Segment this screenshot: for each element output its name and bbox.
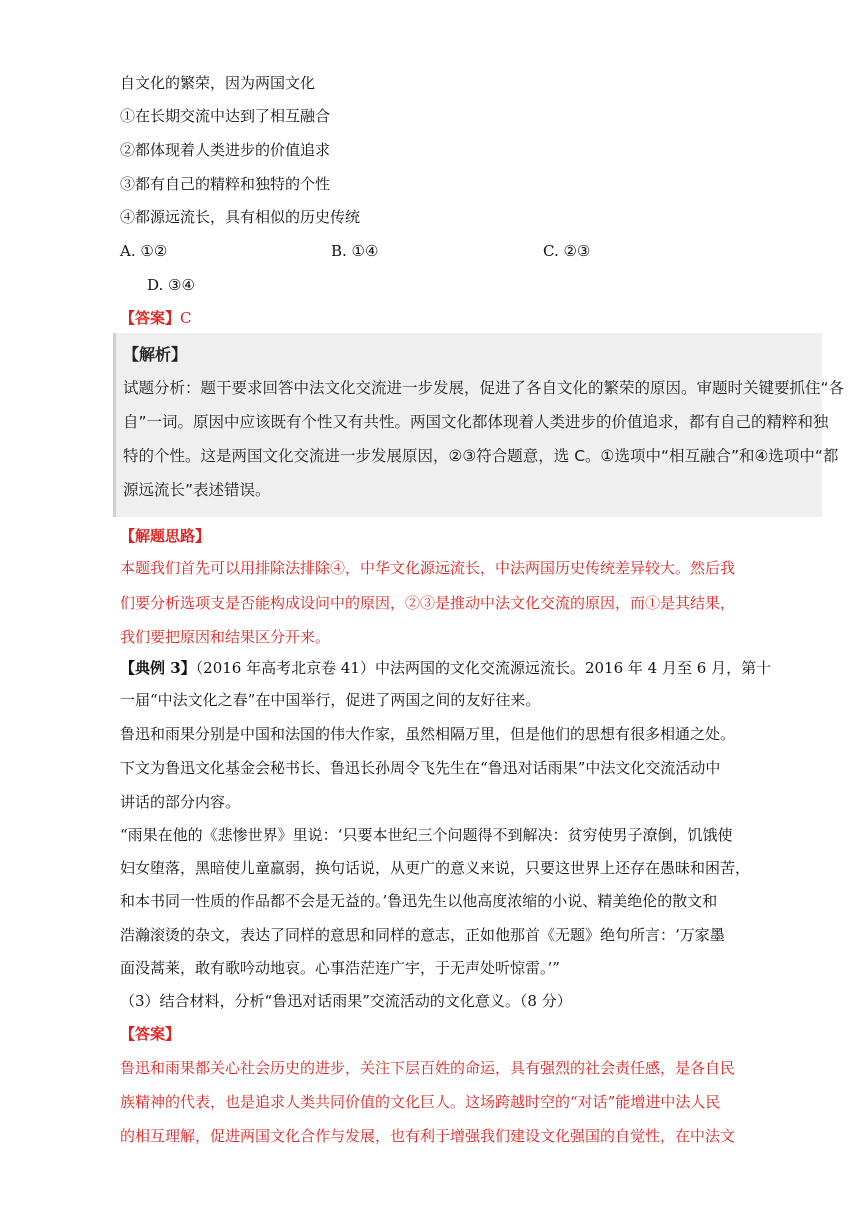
example-line-6: “雨果在他的《悲惨世界》里说：‘只要本世纪三个问题得不到解决：贫穷使男子潦倒，饥饿使 [120,826,733,844]
example-text-1: （2016 年高考北京卷 41）中法两国的文化交流源远流长。2016 年 4 月至 6 月，第十 [195,659,772,677]
answer-value: C [180,309,192,327]
thinking-line-3: 我们要把原因和结果区分开来。 [120,628,331,646]
thinking-line-1: 本题我们首先可以用排除法排除④，中华文化源远流长，中法两国历史传统差异较大。然后我 [120,559,736,577]
answer2-line-1: 鲁迅和雨果都关心社会历史的进步，关注下层百姓的命运，具有强烈的社会责任感，是各自民 [120,1059,736,1077]
example-line-5: 讲话的部分内容。 [120,793,241,811]
statement-4: ④都源远流长，具有相似的历史传统 [120,208,361,226]
analysis-line-1: 试题分析：题干要求回答中法文化交流进一步发展，促进了各自文化的繁荣的原因。审题时关键要抓住“各 [123,379,845,397]
option-b: B. ①④ [331,242,379,260]
analysis-line-2: 自”一词。原因中应该既有个性又有共性。两国文化都体现着人类进步的价值追求，都有自己的精粹和独 [123,413,829,431]
statement-1: ①在长期交流中达到了相互融合 [120,107,331,125]
option-c: C. ②③ [543,242,591,260]
question-line: （3）结合材料，分析“鲁迅对话雨果”交流活动的文化意义。（8 分） [120,992,572,1010]
example-line-3: 鲁迅和雨果分别是中国和法国的伟大作家，虽然相隔万里，但是他们的思想有很多相通之处。 [120,725,736,743]
answer-label: 【答案】 [120,309,181,327]
option-d: D. ③④ [147,276,195,294]
thinking-line-2: 们要分析选项支是否能构成设问中的原因，②③是推动中法文化交流的原因，而①是其结果， [120,594,736,612]
example-line-7: 妇女堕落，黑暗使儿童羸弱，换句话说，从更广的意义来说，只要这世界上还存在愚昧和困苦， [120,859,751,877]
statement-3: ③都有自己的精粹和独特的个性 [120,175,331,193]
statement-2: ②都体现着人类进步的价值追求 [120,141,331,159]
analysis-line-3: 特的个性。这是两国文化交流进一步发展原因，②③符合题意，选 C。①选项中“相互融合”和④选项中“都 [123,447,839,465]
example-line-8: 和本书同一性质的作品都不会是无益的。’鲁迅先生以他高度浓缩的小说、精美绝伦的散文和 [120,892,718,910]
option-a: A. ①② [120,242,168,260]
answer2-heading: 【答案】 [120,1025,181,1043]
analysis-heading: 【解析】 [123,345,188,364]
example-label: 【典例 3】 [120,659,196,677]
intro-line: 自文化的繁荣，因为两国文化 [120,74,316,92]
example-line-9: 浩瀚滚烫的杂文，表达了同样的意思和同样的意志，正如他那首《无题》绝句所言：‘万家墨 [120,926,725,944]
example-line-1 [120,658,820,678]
thinking-heading: 【解题思路】 [120,527,211,545]
answer-line [120,308,820,328]
example-line-4: 下文为鲁迅文化基金会秘书长、鲁迅长孙周令飞先生在“鲁迅对话雨果”中法文化交流活动中 [120,759,721,777]
example-line-10: 面没蒿莱，敢有歌吟动地哀。心事浩茫连广宇，于无声处听惊雷。’” [120,959,560,977]
answer2-line-3: 的相互理解，促进两国文化合作与发展，也有利于增强我们建设文化强国的自觉性，在中法文 [120,1127,736,1145]
analysis-line-4: 源远流长”表述错误。 [123,481,271,499]
analysis-box [113,333,845,517]
answer2-line-2: 族精神的代表，也是追求人类共同价值的文化巨人。这场跨越时空的“对话”能增进中法人民 [120,1093,721,1111]
example-line-2: 一届“中法文化之春”在中国举行，促进了两国之间的友好往来。 [120,691,541,709]
